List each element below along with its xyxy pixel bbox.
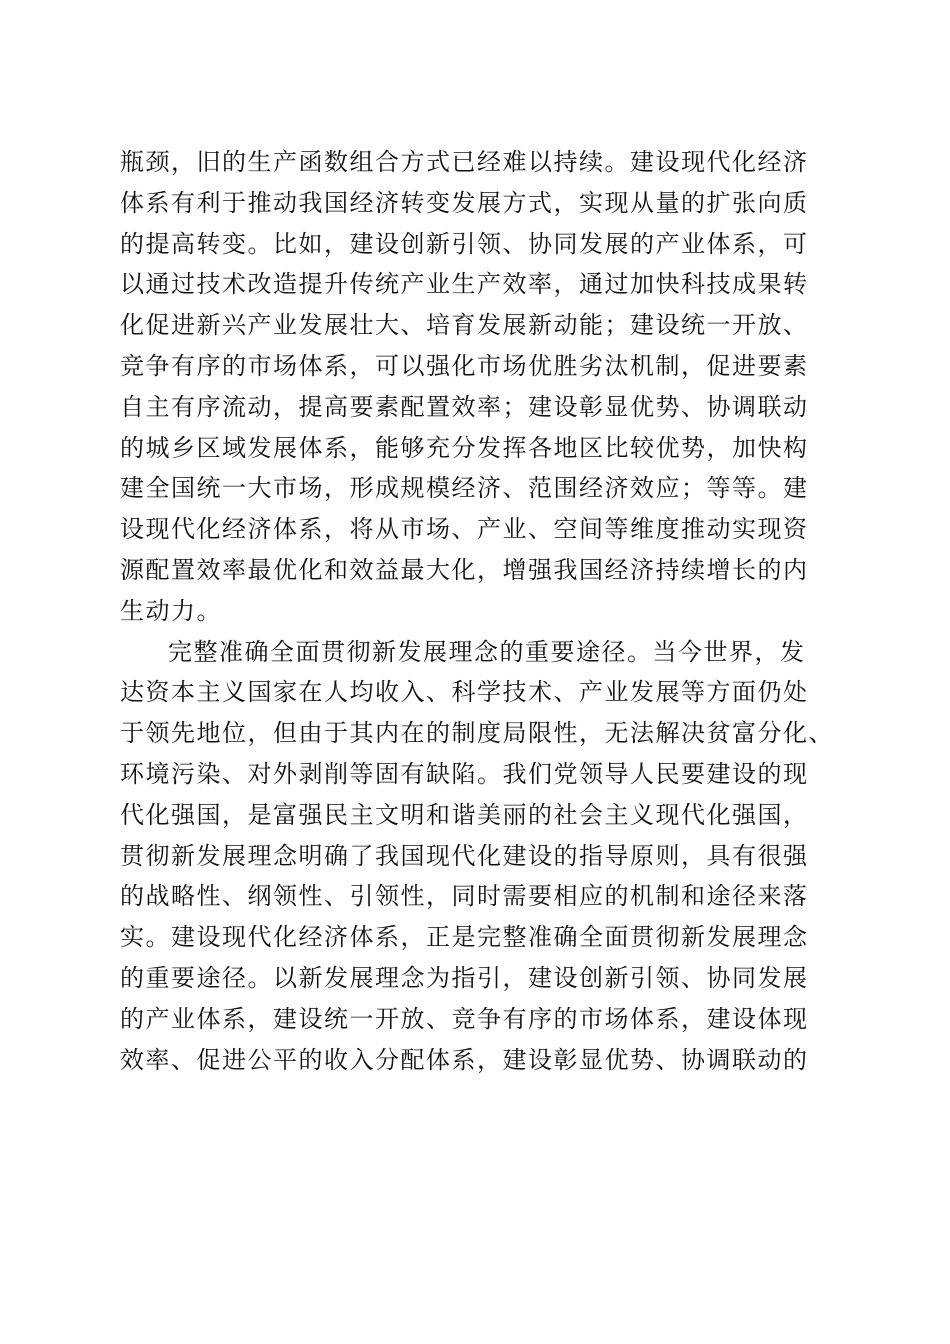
text-line: 于领先地位，但由于其内在的制度局限性，无法解决贫富分化、 [120,719,834,748]
text-line: 的提高转变。比如，建设创新引领、协同发展的产业体系，可 [120,229,809,258]
text-line: 的重要途径。以新发展理念为指引，建设创新引领、协同发展 [120,963,809,992]
text-line: 达资本主义国家在人均收入、科学技术、产业发展等方面仍处 [120,678,809,707]
text-line: 代化强国，是富强民主文明和谐美丽的社会主义现代化强国， [120,800,809,829]
text-line: 贯彻新发展理念明确了我国现代化建设的指导原则，具有很强 [120,841,809,870]
text-line: 化促进新兴产业发展壮大、培育发展新动能；建设统一开放、 [120,311,809,340]
text-line: 竞争有序的市场体系，可以强化市场优胜劣汰机制，促进要素 [120,351,809,380]
text-line: 设现代化经济体系，将从市场、产业、空间等维度推动实现资 [120,515,809,544]
paragraph-1 [120,142,840,632]
text-line: 建全国统一大市场，形成规模经济、范围经济效应；等等。建 [120,474,809,503]
text-line: 效率、促进公平的收入分配体系，建设彰显优势、协调联动的 [120,1045,809,1074]
text-line: 体系有利于推动我国经济转变发展方式，实现从量的扩张向质 [120,188,809,217]
body-text [120,142,840,1080]
text-line: 的城乡区域发展体系，能够充分发挥各地区比较优势，加快构 [120,433,809,462]
text-line: 实。建设现代化经济体系，正是完整准确全面贯彻新发展理念 [120,923,809,952]
text-line: 源配置效率最优化和效益最大化，增强我国经济持续增长的内 [120,555,809,584]
text-line: 瓶颈，旧的生产函数组合方式已经难以持续。建设现代化经济 [120,148,809,176]
text-line: 以通过技术改造提升传统产业生产效率，通过加快科技成果转 [120,270,809,299]
text-line: 环境污染、对外剥削等固有缺陷。我们党领导人民要建设的现 [120,759,809,788]
text-line: 生动力。 [120,596,222,625]
text-line: 的产业体系，建设统一开放、竞争有序的市场体系，建设体现 [120,1004,809,1033]
text-line: 完整准确全面贯彻新发展理念的重要途径。当今世界，发 [168,637,806,666]
text-line: 自主有序流动，提高要素配置效率；建设彰显优势、协调联动 [120,392,809,421]
paragraph-2 [120,632,840,1081]
text-line: 的战略性、纲领性、引领性，同时需要相应的机制和途径来落 [120,882,809,911]
